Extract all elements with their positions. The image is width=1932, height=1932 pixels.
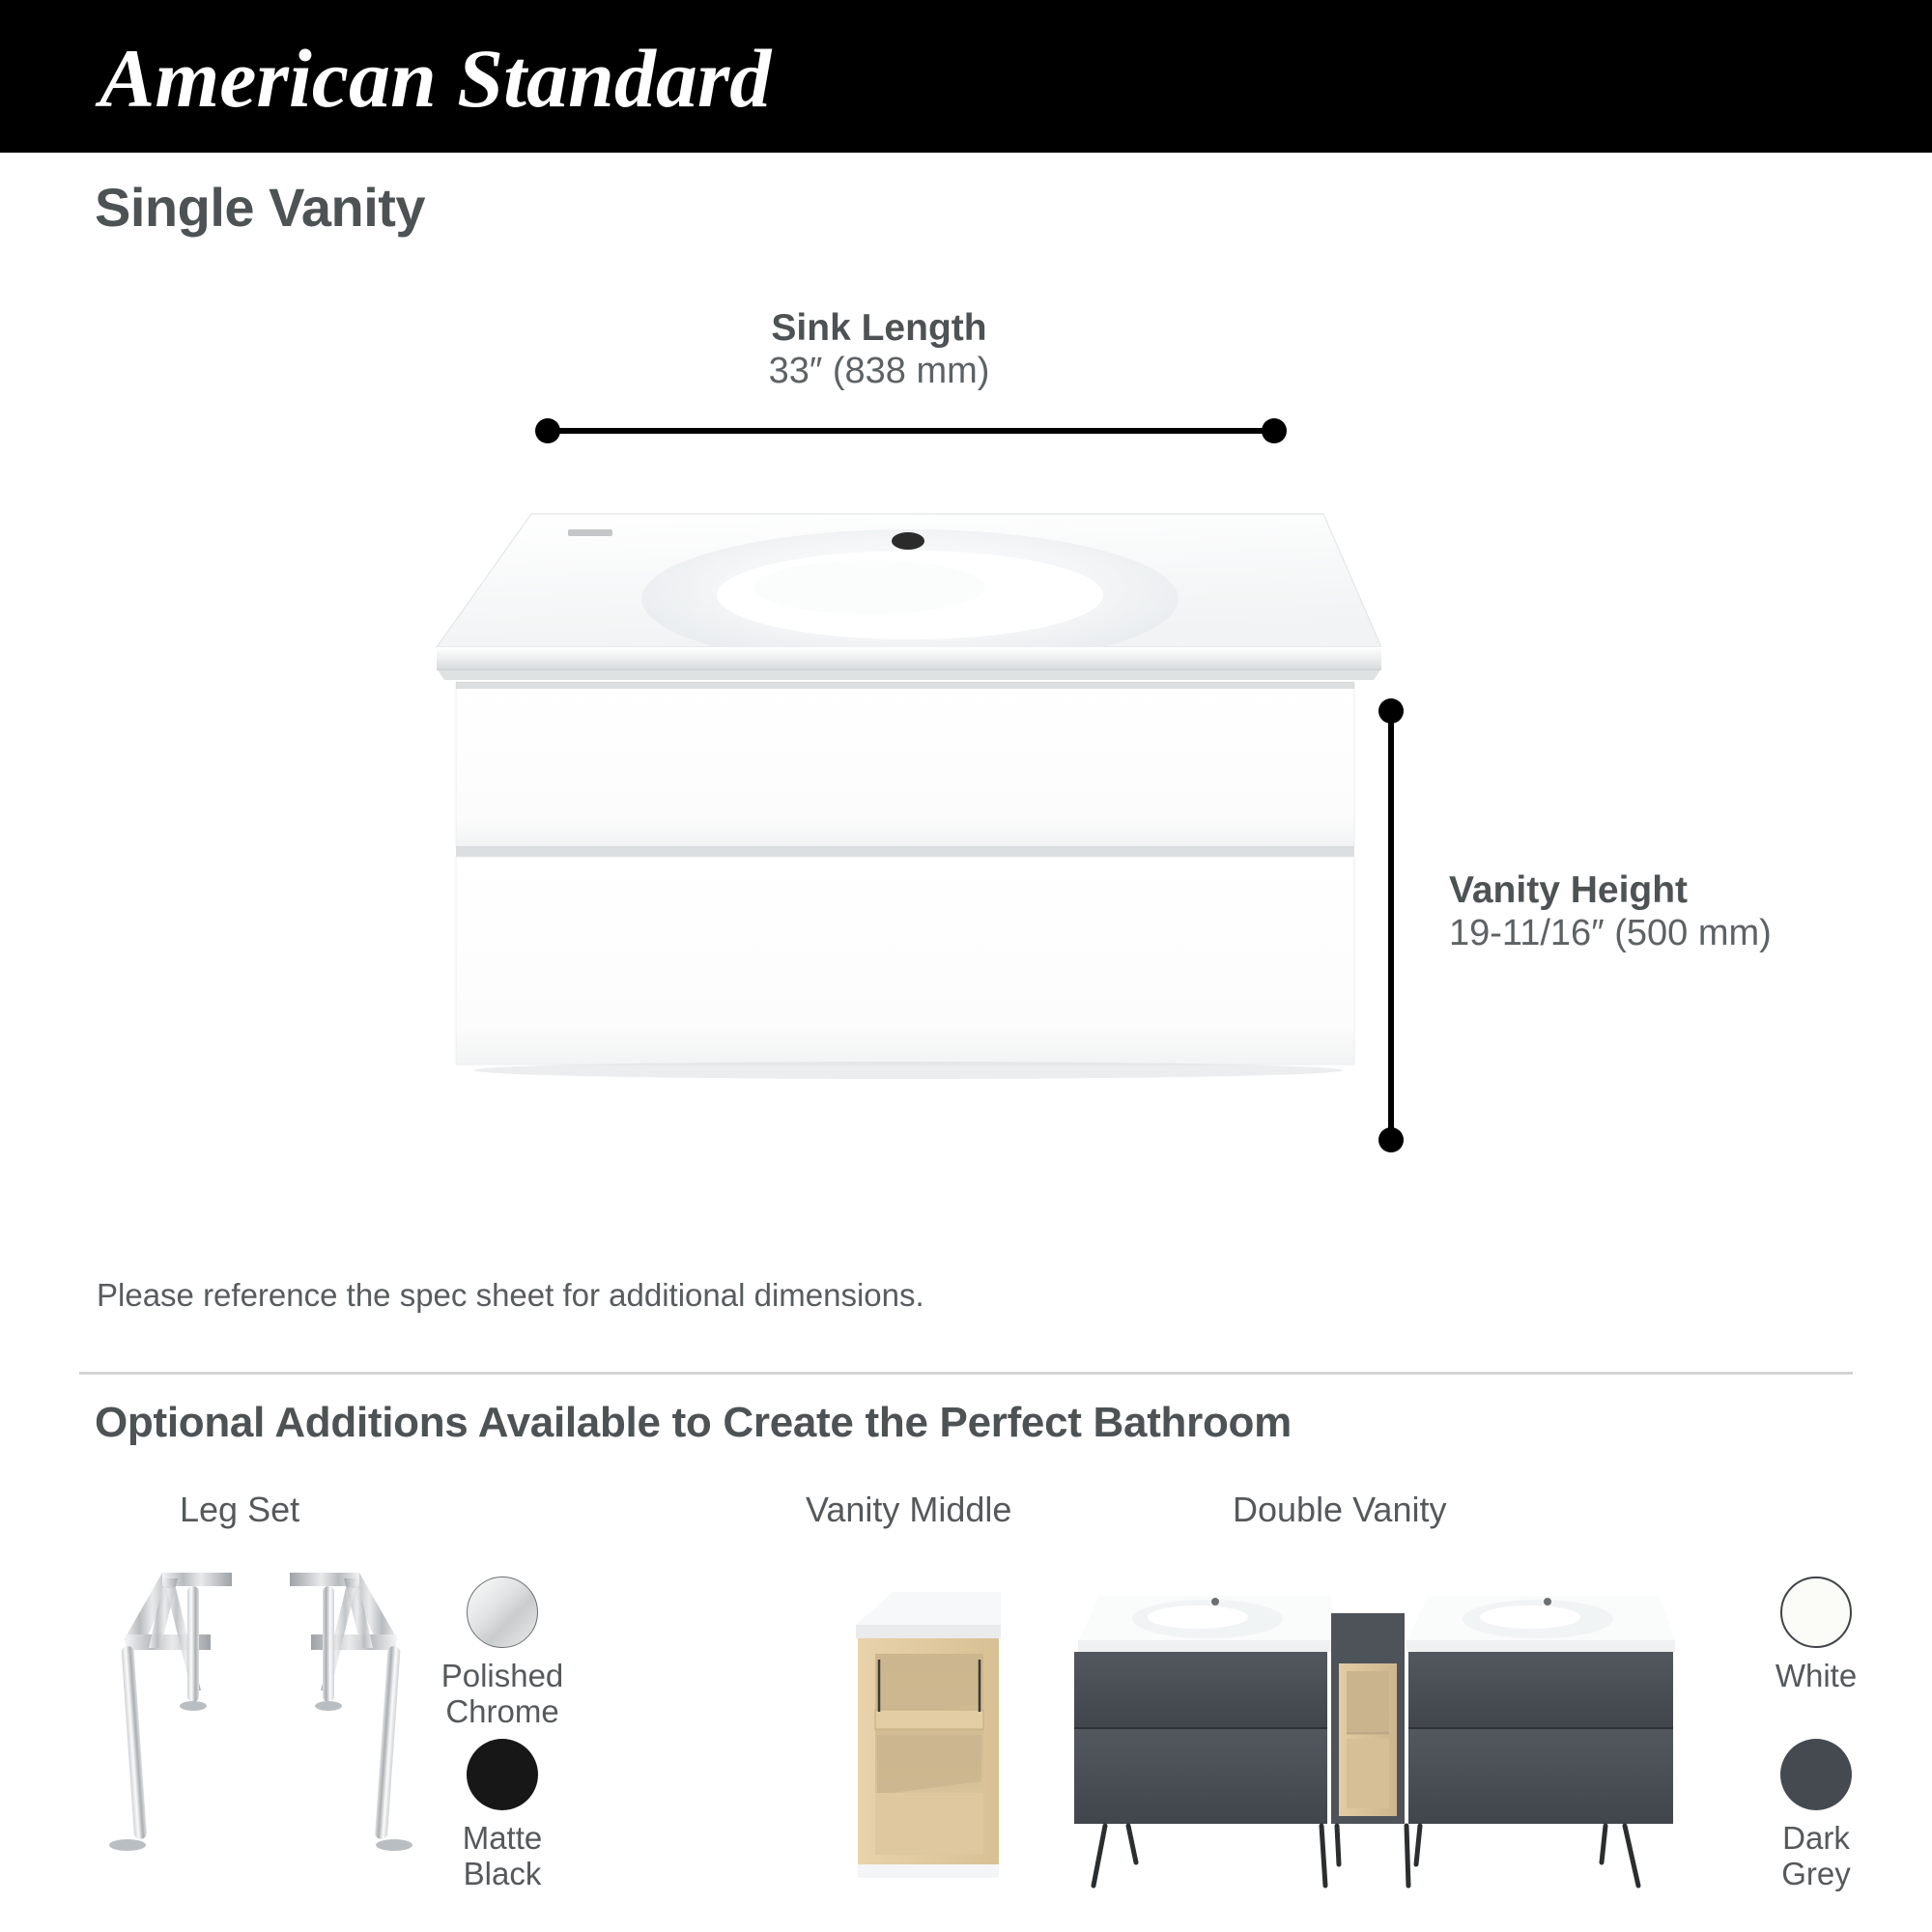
- matte-black-swatch-icon: [467, 1739, 538, 1810]
- right-faucet-hole: [1544, 1598, 1551, 1605]
- middle-lower-cavity: [875, 1793, 983, 1853]
- american-standard-logo: [92, 33, 884, 129]
- drawer-gap-middle: [456, 846, 1354, 857]
- dimension-endpoint-dot: [1378, 698, 1404, 724]
- dimension-endpoint-dot: [1262, 418, 1287, 443]
- right-basin-inner: [1480, 1605, 1580, 1629]
- sink-brand-mark: [568, 529, 612, 536]
- vanity-height-value: 19-11/16″ (500 mm): [1449, 912, 1772, 953]
- left-drawer-lower: [1074, 1729, 1327, 1824]
- finish-swatch-polished-chrome[interactable]: [386, 1577, 618, 1730]
- dimension-endpoint-dot: [535, 418, 560, 443]
- vanity-height-dimension-line: [1388, 710, 1394, 1140]
- left-sink-edge: [1078, 1640, 1331, 1652]
- left-faucet-hole: [1211, 1598, 1219, 1605]
- left-basin-inner: [1148, 1605, 1248, 1629]
- drawer-gap-top: [456, 682, 1354, 689]
- dark-grey-label-line2: Grey: [1781, 1856, 1851, 1892]
- center-shelf-upper: [1347, 1671, 1389, 1731]
- page-title: Single Vanity: [95, 177, 426, 238]
- vanity-height-callout: [1449, 869, 1932, 955]
- optional-additions-heading: Optional Additions Available to Create the Perfect Bathroom: [95, 1399, 1292, 1446]
- matte-black-label-line1: Matte: [462, 1820, 543, 1856]
- middle-drawer-front: [875, 1710, 983, 1729]
- right-sink-edge: [1406, 1640, 1675, 1652]
- white-label-line1: White: [1775, 1658, 1858, 1693]
- sink-length-label: Sink Length: [771, 307, 987, 349]
- right-drawer-lower: [1408, 1729, 1673, 1824]
- countertop-edge: [437, 647, 1381, 670]
- option-label-leg-set: Leg Set: [180, 1490, 300, 1529]
- sink-length-dimension-line: [547, 428, 1273, 434]
- option-label-double-vanity: Double Vanity: [1233, 1490, 1447, 1529]
- vanity-height-label: Vanity Height: [1449, 869, 1689, 911]
- faucet-hole: [892, 532, 924, 550]
- countertop-shadow: [437, 668, 1381, 680]
- finish-swatch-dark-grey[interactable]: [1700, 1739, 1932, 1892]
- left-drawer-upper: [1074, 1652, 1327, 1727]
- vanity-drawer-upper: [456, 682, 1354, 846]
- logo-wordmark: American Standard: [99, 33, 772, 125]
- middle-plinth: [858, 1864, 999, 1878]
- finish-swatch-matte-black[interactable]: [386, 1739, 618, 1892]
- matte-black-label-line2: Black: [463, 1856, 542, 1892]
- product-drop-shadow: [473, 1062, 1343, 1079]
- basin-highlight: [753, 560, 985, 614]
- polished-chrome-label-line1: Polished: [440, 1658, 564, 1693]
- section-divider: [79, 1372, 1853, 1375]
- leg-set-illustration: [106, 1565, 415, 1893]
- dark-grey-label-line1: Dark: [1782, 1820, 1850, 1856]
- double-vanity-legs: [1094, 1826, 1638, 1886]
- middle-top-surface: [856, 1592, 1001, 1625]
- center-shelf-lower: [1347, 1739, 1389, 1808]
- option-label-vanity-middle: Vanity Middle: [806, 1490, 1012, 1529]
- finish-swatch-white[interactable]: [1700, 1577, 1932, 1693]
- polished-chrome-swatch-icon: [467, 1577, 538, 1648]
- double-vanity-illustration: [1072, 1575, 1681, 1893]
- polished-chrome-label-line2: Chrome: [445, 1693, 559, 1730]
- sink-length-callout: [541, 307, 1217, 393]
- dark-grey-swatch-icon: [1780, 1739, 1852, 1810]
- vanity-drawer-lower: [456, 857, 1354, 1065]
- middle-top-edge: [856, 1625, 1001, 1638]
- dimension-endpoint-dot: [1378, 1127, 1404, 1152]
- right-drawer-upper: [1408, 1652, 1673, 1727]
- sink-length-value: 33″ (838 mm): [768, 350, 990, 391]
- spec-sheet-note: Please reference the spec sheet for additional dimensions.: [97, 1277, 924, 1313]
- vanity-middle-illustration: [848, 1575, 1090, 1893]
- white-swatch-icon: [1780, 1577, 1852, 1648]
- leg-left: [109, 1573, 232, 1851]
- brand-header-bar: [0, 0, 1932, 153]
- single-vanity-product-image: [415, 464, 1381, 1159]
